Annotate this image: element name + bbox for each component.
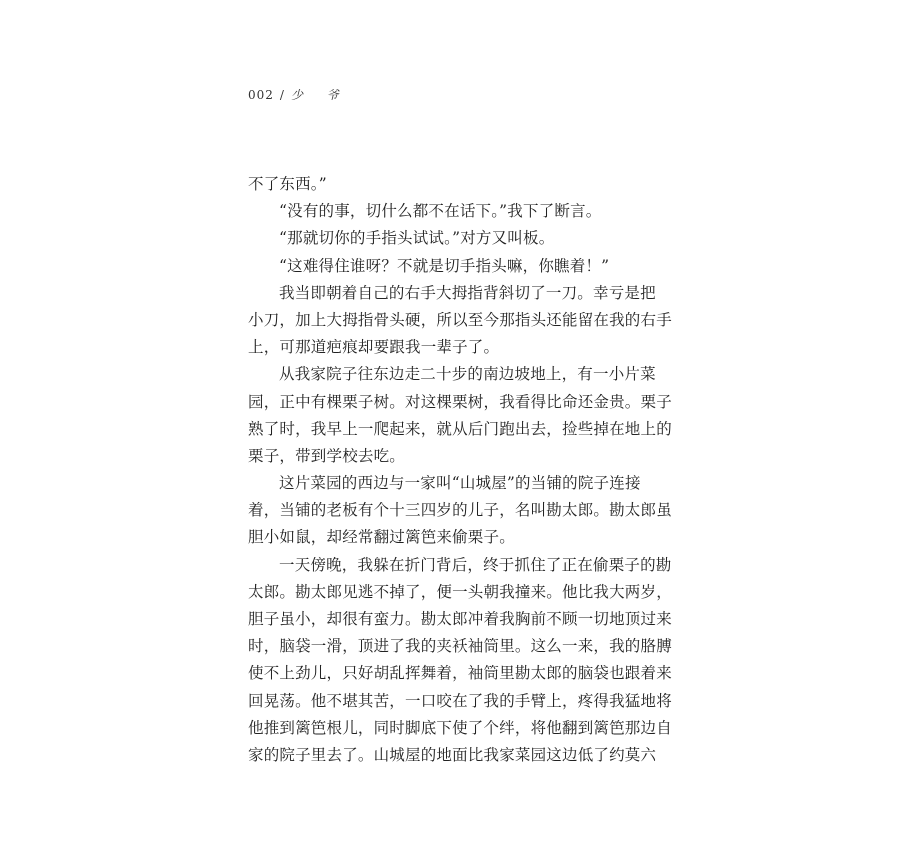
- text-line: 胆子虽小，却很有蛮力。勘太郎冲着我胸前不顾一切地顶过来: [248, 610, 672, 628]
- text-line: “那就切你的手指头试试。”对方又叫板。: [279, 229, 555, 248]
- text-line: 栗子，带到学校去吃。: [248, 446, 406, 465]
- text-line: 回晃荡。他不堪其苦，一口咬在了我的手臂上，疼得我猛地将: [248, 691, 672, 710]
- text-line: 熟了时，我早上一爬起来，就从后门跑出去，捡些掉在地上的: [248, 419, 672, 438]
- text-line: “这难得住谁呀？不就是切手指头嘛，你瞧着！”: [279, 256, 610, 275]
- text-line: 使不上劲儿，只好胡乱挥舞着，袖筒里勘太郎的脑袋也跟着来: [248, 664, 672, 683]
- text-line: 上，可那道疤痕却要跟我一辈子了。: [248, 338, 500, 357]
- text-line: 我当即朝着自己的右手大拇指背斜切了一刀。幸亏是把: [279, 283, 656, 302]
- text-line: 太郎。勘太郎见逃不掉了，便一头朝我撞来。他比我大两岁，: [248, 582, 672, 601]
- text-line: 园，正中有棵栗子树。对这棵栗树，我看得比命还金贵。栗子: [248, 392, 672, 411]
- text-line: “没有的事，切什么都不在话下。”我下了断言。: [279, 202, 602, 221]
- text-line: 从我家院子往东边走二十步的南边坡地上，有一小片菜: [279, 365, 656, 384]
- text-line: 这片菜园的西边与一家叫“山城屋”的当铺的院子连接: [279, 474, 641, 493]
- text-line: 小刀，加上大拇指骨头硬，所以至今那指头还能留在我的右手: [248, 310, 672, 329]
- text-line: 不了东西。”: [248, 175, 327, 193]
- page-number: 002: [248, 88, 274, 102]
- header-separator: /: [279, 88, 285, 102]
- book-title: 少 爷: [290, 88, 349, 102]
- text-line: 家的院子里去了。山城屋的地面比我家菜园这边低了约莫六: [248, 745, 657, 764]
- running-header: [248, 86, 349, 103]
- text-line: 胆小如鼠，却经常翻过篱笆来偷栗子。: [248, 528, 515, 547]
- text-line: 时，脑袋一滑，顶进了我的夹袄袖筒里。这么一来，我的胳膊: [248, 637, 672, 656]
- body-text: [248, 171, 672, 769]
- text-line: 他推到篱笆根儿，同时脚底下使了个绊，将他翻到篱笆那边自: [248, 718, 672, 737]
- text-line: 一天傍晚，我躲在折门背后，终于抓住了正在偷栗子的勘: [279, 555, 672, 574]
- text-line: 着，当铺的老板有个十三四岁的儿子，名叫勘太郎。勘太郎虽: [248, 501, 672, 520]
